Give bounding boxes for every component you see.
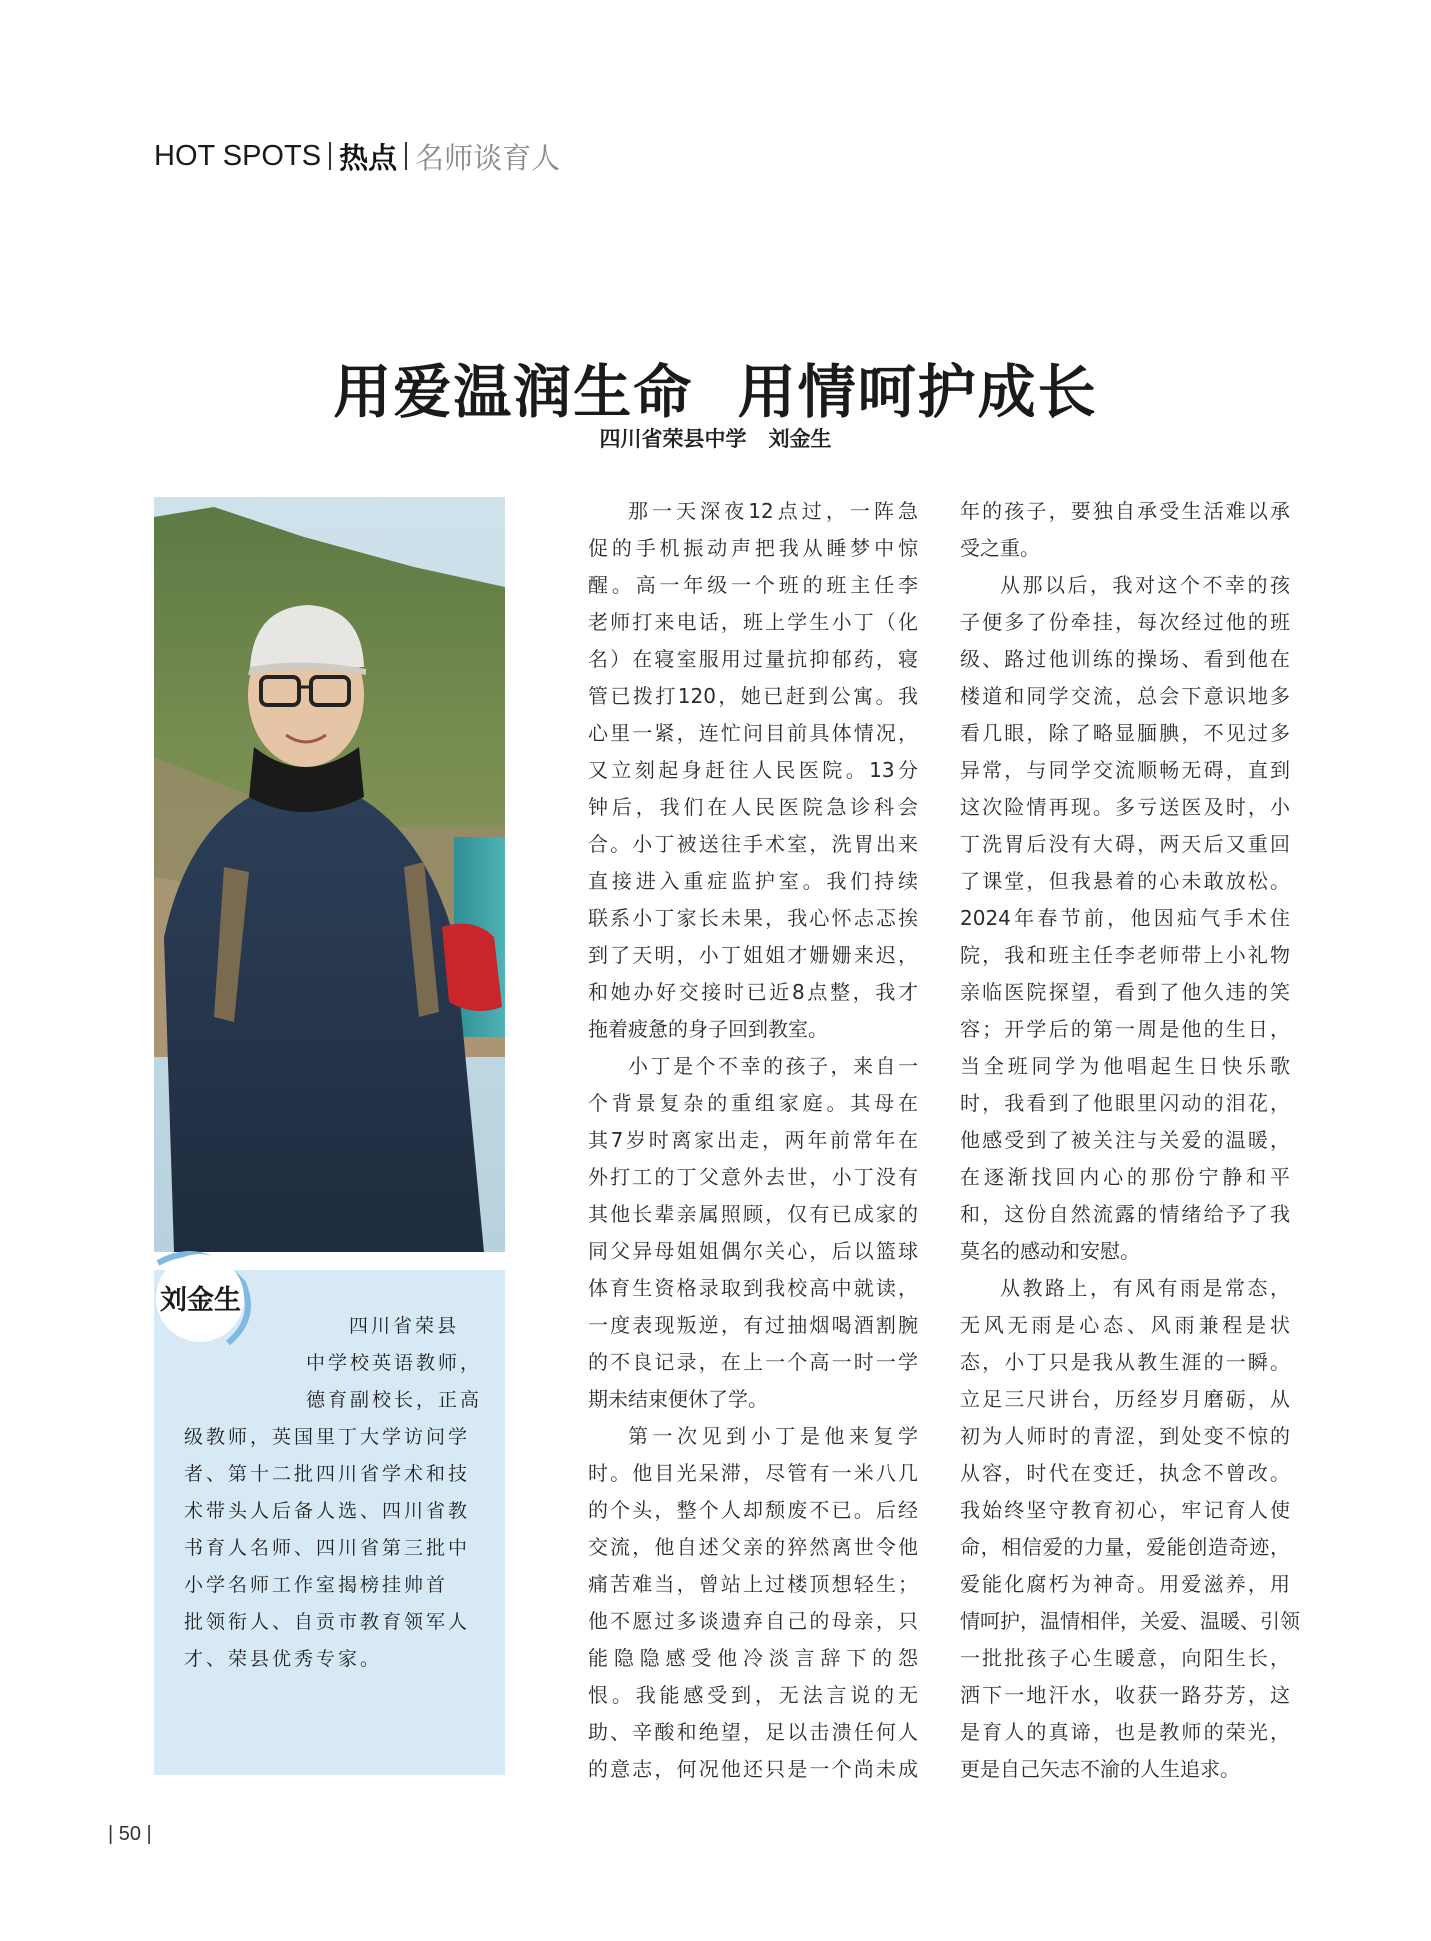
text-line: 时。他目光呆滞，尽管有一米八几 [588, 1461, 918, 1485]
text-line: 他不愿过多谈遗弃自己的母亲，只 [588, 1609, 918, 1633]
text-line: 莫名的感动和安慰。 [960, 1239, 1140, 1263]
bio-text [184, 1308, 483, 1678]
text-line: 老师打来电话，班上学生小丁（化 [588, 610, 918, 634]
text-line: 院，我和班主任李老师带上小礼物 [960, 943, 1290, 967]
page-number: | 50 | [108, 1823, 152, 1845]
text-line: 初为人师时的青涩，到处变不惊的 [960, 1424, 1290, 1448]
text-line: 受之重。 [960, 536, 1040, 560]
text-line: 醒。高一年级一个班的班主任李 [588, 573, 918, 597]
text-line: 从容，时代在变迁，执念不曾改。 [960, 1461, 1290, 1485]
author-photo [154, 497, 505, 1252]
text-line: 我始终坚守教育初心，牢记育人使 [960, 1498, 1290, 1522]
text-line: 管已拨打120，她已赶到公寓。我 [588, 684, 918, 708]
text-line: 洒下一地汗水，收获一路芬芳，这 [960, 1683, 1290, 1707]
bio-line: 德育副校长，正高 [306, 1389, 483, 1411]
text-line: 了课堂，但我悬着的心未敢放松。 [960, 869, 1290, 893]
text-line: 能隐隐感受他冷淡言辞下的怨 [588, 1646, 918, 1670]
text-line: 情呵护，温情相伴，关爱、温暖、引领 [960, 1609, 1300, 1633]
text-line: 命，相信爱的力量，爱能创造奇迹， [960, 1535, 1290, 1559]
text-line: 态，小丁只是我从教生涯的一瞬。 [960, 1350, 1290, 1374]
header-column-name: 名师谈育人 [415, 140, 561, 175]
article-column-1 [588, 493, 918, 1788]
text-line: 个背景复杂的重组家庭。其母在 [588, 1091, 918, 1115]
text-line: 他感受到了被关注与关爱的温暖， [960, 1128, 1290, 1152]
text-line: 联系小丁家长未果，我心怀忐忑挨 [588, 906, 918, 930]
text-line: 直接进入重症监护室。我们持续 [588, 869, 918, 893]
text-line: 容；开学后的第一周是他的生日， [960, 1017, 1290, 1041]
text-line: 其7岁时离家出走，两年前常年在 [588, 1128, 918, 1152]
header-divider [405, 142, 407, 170]
text-line: 又立刻起身赶往人民医院。13分 [588, 758, 918, 782]
text-line: 交流，他自述父亲的猝然离世令他 [588, 1535, 918, 1559]
text-line: 痛苦难当，曾站上过楼顶想轻生； [588, 1572, 918, 1596]
text-line: 那一天深夜12点过，一阵急 [628, 499, 918, 523]
text-line: 其他长辈亲属照顾，仅有已成家的 [588, 1202, 918, 1226]
text-line: 的意志，何况他还只是一个尚未成 [588, 1757, 918, 1781]
text-line: 钟后，我们在人民医院急诊科会 [588, 795, 918, 819]
bio-line: 批领衔人、自贡市教育领军人 [184, 1611, 471, 1633]
bio-line: 才、荣县优秀专家。 [184, 1648, 383, 1670]
text-line: 从教路上，有风有雨是常态， [1000, 1276, 1290, 1300]
text-line: 是育人的真谛，也是教师的荣光， [960, 1720, 1290, 1744]
text-line: 异常，与同学交流顺畅无碍，直到 [960, 758, 1290, 782]
text-line: 期未结束便休了学。 [588, 1387, 768, 1411]
article-title: 用爱温润生命 用情呵护成长 [333, 358, 1098, 426]
text-line: 这次险情再现。多亏送医及时，小 [960, 795, 1290, 819]
bio-line: 者、第十二批四川省学术和技 [184, 1463, 471, 1485]
text-line: 外打工的丁父意外去世，小丁没有 [588, 1165, 918, 1189]
header-section-hot: 热点 [339, 140, 398, 175]
text-line: 看几眼，除了略显腼腆，不见过多 [960, 721, 1290, 745]
text-line: 的不良记录，在上一个高一时一学 [588, 1350, 918, 1374]
text-line: 爱能化腐朽为神奇。用爱滋养，用 [960, 1572, 1290, 1596]
text-line: 时，我看到了他眼里闪动的泪花， [960, 1091, 1290, 1115]
text-line: 子便多了份牵挂，每次经过他的班 [960, 610, 1290, 634]
text-line: 拖着疲惫的身子回到教室。 [588, 1017, 828, 1041]
bio-line: 级教师，英国里丁大学访问学 [184, 1426, 471, 1448]
text-line: 名）在寝室服用过量抗抑郁药，寝 [588, 647, 918, 671]
article-byline: 四川省荣县中学 刘金生 [599, 427, 832, 451]
text-line: 当全班同学为他唱起生日快乐歌 [960, 1054, 1290, 1078]
text-line: 更是自己矢志不渝的人生追求。 [960, 1757, 1240, 1781]
bio-line: 术带头人后备人选、四川省教 [184, 1500, 471, 1522]
text-line: 和，这份自然流露的情绪给予了我 [960, 1202, 1290, 1226]
text-line: 一批批孩子心生暖意，向阳生长， [960, 1646, 1290, 1670]
text-line: 恨。我能感受到，无法言说的无 [588, 1683, 918, 1707]
text-line: 体育生资格录取到我校高中就读， [588, 1276, 918, 1300]
text-line: 的个头，整个人却颓废不已。后经 [588, 1498, 918, 1522]
text-line: 一度表现叛逆，有过抽烟喝酒割腕 [588, 1313, 918, 1337]
text-line: 从那以后，我对这个不幸的孩 [1000, 573, 1290, 597]
text-line: 在逐渐找回内心的那份宁静和平 [960, 1165, 1290, 1189]
text-line: 和她办好交接时已近8点整，我才 [588, 980, 918, 1004]
text-line: 无风无雨是心态、风雨兼程是状 [960, 1313, 1290, 1337]
bio-line: 中学校英语教师， [306, 1352, 483, 1374]
bio-line: 四川省荣县 [349, 1315, 460, 1337]
text-line: 丁洗胃后没有大碍，两天后又重回 [960, 832, 1290, 856]
author-photo-illustration [154, 497, 505, 1252]
bio-line: 小学名师工作室揭榜挂帅首 [184, 1574, 449, 1596]
header-section-en: HOT SPOTS [154, 139, 322, 172]
section-header [154, 136, 560, 176]
bio-line: 书育人名师、四川省第三批中 [184, 1537, 471, 1559]
text-line: 小丁是个不幸的孩子，来自一 [628, 1054, 918, 1078]
text-line: 楼道和同学交流，总会下意识地多 [960, 684, 1290, 708]
text-line: 到了天明，小丁姐姐才姗姗来迟， [588, 943, 918, 967]
text-line: 同父异母姐姐偶尔关心，后以篮球 [588, 1239, 918, 1263]
text-line: 级、路过他训练的操场、看到他在 [960, 647, 1290, 671]
text-line: 第一次见到小丁是他来复学 [628, 1424, 918, 1448]
text-line: 助、辛酸和绝望，足以击溃任何人 [588, 1720, 918, 1744]
text-line: 2024年春节前，他因疝气手术住 [960, 906, 1290, 930]
text-line: 立足三尺讲台，历经岁月磨砺，从 [960, 1387, 1290, 1411]
header-divider [329, 142, 331, 170]
text-line: 促的手机振动声把我从睡梦中惊 [588, 536, 918, 560]
article-column-2 [960, 493, 1300, 1788]
text-line: 年的孩子，要独自承受生活难以承 [960, 499, 1290, 523]
text-line: 心里一紧，连忙问目前具体情况， [588, 721, 918, 745]
text-line: 亲临医院探望，看到了他久违的笑 [960, 980, 1290, 1004]
bio-name: 刘金生 [160, 1285, 241, 1316]
text-line: 合。小丁被送往手术室，洗胃出来 [588, 832, 918, 856]
